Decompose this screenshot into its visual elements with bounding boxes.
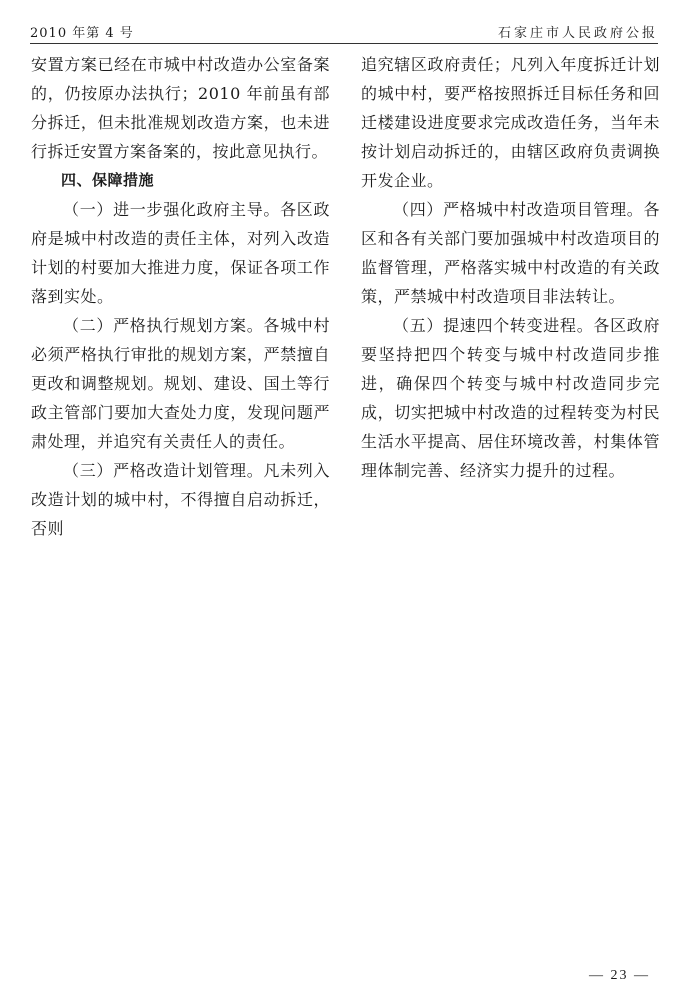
right-column [361, 50, 660, 485]
left-column [31, 50, 330, 543]
measure-paragraph-5: （五）提速四个转变进程。各区政府要坚持把四个转变与城中村改造同步推进，确保四个转变与城中村改造同步完成，切实把城中村改造的过程转变为村民生活水平提高、居住环境改善，村集体管理体制完善、经济实力提升的过程。 [361, 316, 660, 480]
continued-paragraph-right: 追究辖区政府责任；凡列入年度拆迁计划的城中村，要严格按照拆迁目标任务和回迁楼建设进度要求完成改造任务，当年未按计划启动拆迁的，由辖区政府负责调换开发企业。 [361, 55, 660, 190]
running-header [30, 16, 658, 40]
issue-label: 2010 年第 4 号 [30, 26, 134, 41]
measure-paragraph-4: （四）严格城中村改造项目管理。各区和各有关部门要加强城中村改造项目的监督管理，严格落实城中村改造的有关政策，严禁城中村改造项目非法转让。 [361, 200, 660, 306]
continued-paragraph: 安置方案已经在市城中村改造办公室备案的，仍按原办法执行；2010 年前虽有部分拆迁，但未批准规划改造方案，也未进行拆迁安置方案备案的，按此意见执行。 [31, 55, 330, 161]
publication-title: 石家庄市人民政府公报 [497, 26, 658, 41]
measure-paragraph-3: （三）严格改造计划管理。凡未列入改造计划的城中村，不得擅自启动拆迁，否则 [31, 461, 330, 538]
measure-paragraph-2: （二）严格执行规划方案。各城中村必须严格执行审批的规划方案，严禁擅自更改和调整规划。规划、建设、国土等行政主管部门要加大查处力度，发现问题严肃处理，并追究有关责任人的责任。 [31, 316, 330, 451]
section-heading: 四、保障措施 [61, 171, 155, 189]
page-number: — 23 — [589, 968, 650, 983]
header-divider [30, 43, 658, 44]
measure-paragraph-1: （一）进一步强化政府主导。各区政府是城中村改造的责任主体，对列入改造计划的村要加大推进力度，保证各项工作落到实处。 [31, 200, 330, 306]
